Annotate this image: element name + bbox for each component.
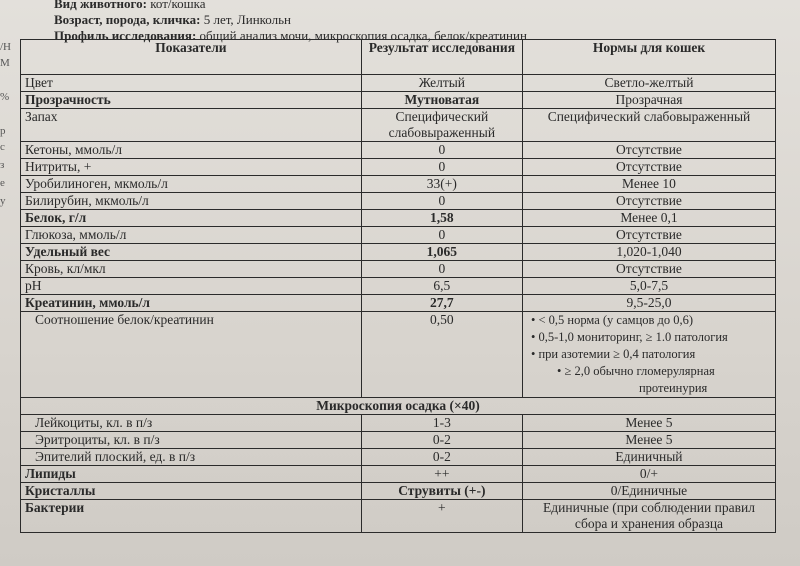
table-row xyxy=(21,210,776,227)
table-row xyxy=(21,415,776,432)
row-norm: 0/Единичные xyxy=(522,483,775,500)
row-name: Кровь, кл/мкл xyxy=(21,261,362,278)
table-row xyxy=(21,295,776,312)
row-result: 1-3 xyxy=(361,415,522,432)
row-name: Кетоны, ммоль/л xyxy=(21,142,362,159)
row-name: Глюкоза, ммоль/л xyxy=(21,227,362,244)
row-name: Запах xyxy=(21,109,362,142)
row-result: + xyxy=(361,500,522,533)
row-norm: Специфический слабовыраженный xyxy=(522,109,775,142)
row-norm: Прозрачная xyxy=(522,92,775,109)
row-result: 0 xyxy=(361,227,522,244)
table-row xyxy=(21,109,776,142)
edge-mark: у xyxy=(0,195,6,207)
row-result: Желтый xyxy=(361,75,522,92)
edge-mark: с xyxy=(0,141,5,153)
row-norm: Отсутствие xyxy=(522,142,775,159)
row-name: Цвет xyxy=(21,75,362,92)
note-line: протеинурия xyxy=(638,381,708,395)
table-row xyxy=(21,159,776,176)
row-name: Билирубин, мкмоль/л xyxy=(21,193,362,210)
species-line xyxy=(54,0,527,12)
report-header xyxy=(54,0,527,44)
row-name: Белок, г/л xyxy=(21,210,362,227)
row-norm: Отсутствие xyxy=(522,227,775,244)
header-parameter: Показатели xyxy=(21,40,362,75)
note-line: • 0,5-1,0 мониторинг, ≥ 1.0 патология xyxy=(530,330,728,344)
table-row xyxy=(21,278,776,295)
row-result: 0 xyxy=(361,142,522,159)
row-norm: Отсутствие xyxy=(522,159,775,176)
row-norm: 0/+ xyxy=(522,466,775,483)
table-row xyxy=(21,483,776,500)
profile-value: общий анализ мочи, микроскопия осадка, белок/креатинин xyxy=(199,28,527,43)
species-label: Вид животного: xyxy=(54,0,147,11)
row-result: 0 xyxy=(361,159,522,176)
row-name: Нитриты, + xyxy=(21,159,362,176)
row-norm: 9,5-25,0 xyxy=(522,295,775,312)
header-result: Результат исследования xyxy=(361,40,522,75)
row-norm: Единичные (при соблюдении правил сбора и хранения образца xyxy=(522,500,775,533)
table-row xyxy=(21,261,776,278)
row-result: Струвиты (+-) xyxy=(361,483,522,500)
table-row xyxy=(21,500,776,533)
table-row xyxy=(21,466,776,483)
edge-mark: е xyxy=(0,177,5,189)
main-rows xyxy=(21,75,776,312)
row-name: Эпителий плоский, ед. в п/з xyxy=(21,449,362,466)
edge-mark: % xyxy=(0,91,10,103)
table-row xyxy=(21,193,776,210)
row-result: 1,065 xyxy=(361,244,522,261)
note-line: • при азотемии ≥ 0,4 патология xyxy=(530,347,696,361)
row-norm: 1,020-1,040 xyxy=(522,244,775,261)
note-line: • ≥ 2,0 обычно гломерулярная xyxy=(556,364,715,378)
edge-mark: р xyxy=(0,125,6,137)
ratio-name: Соотношение белок/креатинин xyxy=(21,312,362,398)
row-norm: Менее 0,1 xyxy=(522,210,775,227)
note-line: • < 0,5 норма (у самцов до 0,6) xyxy=(530,313,694,327)
results-table xyxy=(20,39,776,533)
row-result: 0 xyxy=(361,261,522,278)
row-norm: Единичный xyxy=(522,449,775,466)
row-name: Бактерии xyxy=(21,500,362,533)
row-result: 1,58 xyxy=(361,210,522,227)
ratio-notes xyxy=(522,312,775,398)
table-row xyxy=(21,244,776,261)
edge-mark: М xyxy=(0,57,10,69)
row-result: Мутноватая xyxy=(361,92,522,109)
table-row xyxy=(21,227,776,244)
row-name: Прозрачность xyxy=(21,92,362,109)
table-row xyxy=(21,142,776,159)
row-result: 33(+) xyxy=(361,176,522,193)
row-name: Лейкоциты, кл. в п/з xyxy=(21,415,362,432)
table-header-row xyxy=(21,40,776,75)
row-name: Удельный вес xyxy=(21,244,362,261)
row-result: 0 xyxy=(361,193,522,210)
row-norm: Светло-желтый xyxy=(522,75,775,92)
microscopy-section-row xyxy=(21,398,776,415)
row-name: Уробилиноген, мкмоль/л xyxy=(21,176,362,193)
micro-rows xyxy=(21,415,776,533)
row-name: Кристаллы xyxy=(21,483,362,500)
table-row xyxy=(21,75,776,92)
row-result: 0-2 xyxy=(361,449,522,466)
row-result: 27,7 xyxy=(361,295,522,312)
table-row xyxy=(21,176,776,193)
row-name: Эритроциты, кл. в п/з xyxy=(21,432,362,449)
row-norm: Отсутствие xyxy=(522,193,775,210)
age-line xyxy=(54,12,527,28)
row-norm: Менее 5 xyxy=(522,432,775,449)
row-name: Креатинин, ммоль/л xyxy=(21,295,362,312)
row-norm: 5,0-7,5 xyxy=(522,278,775,295)
row-result: 0-2 xyxy=(361,432,522,449)
table-row xyxy=(21,92,776,109)
species-value: кот/кошка xyxy=(150,0,206,11)
row-norm: Менее 5 xyxy=(522,415,775,432)
row-name: Липиды xyxy=(21,466,362,483)
age-label: Возраст, порода, кличка: xyxy=(54,12,201,27)
row-norm: Отсутствие xyxy=(522,261,775,278)
ratio-row xyxy=(21,312,776,398)
row-result: Специфический слабовыраженный xyxy=(361,109,522,142)
age-value: 5 лет, Линкольн xyxy=(203,12,292,27)
microscopy-title: Микроскопия осадка (×40) xyxy=(21,398,776,415)
profile-label: Профиль исследования: xyxy=(54,28,197,43)
edge-mark: /Н xyxy=(0,41,11,53)
header-norm: Нормы для кошек xyxy=(522,40,775,75)
table-row xyxy=(21,449,776,466)
row-result: ++ xyxy=(361,466,522,483)
edge-mark: з xyxy=(0,159,5,171)
row-result: 6,5 xyxy=(361,278,522,295)
ratio-result: 0,50 xyxy=(361,312,522,398)
row-name: pH xyxy=(21,278,362,295)
row-norm: Менее 10 xyxy=(522,176,775,193)
table-row xyxy=(21,432,776,449)
